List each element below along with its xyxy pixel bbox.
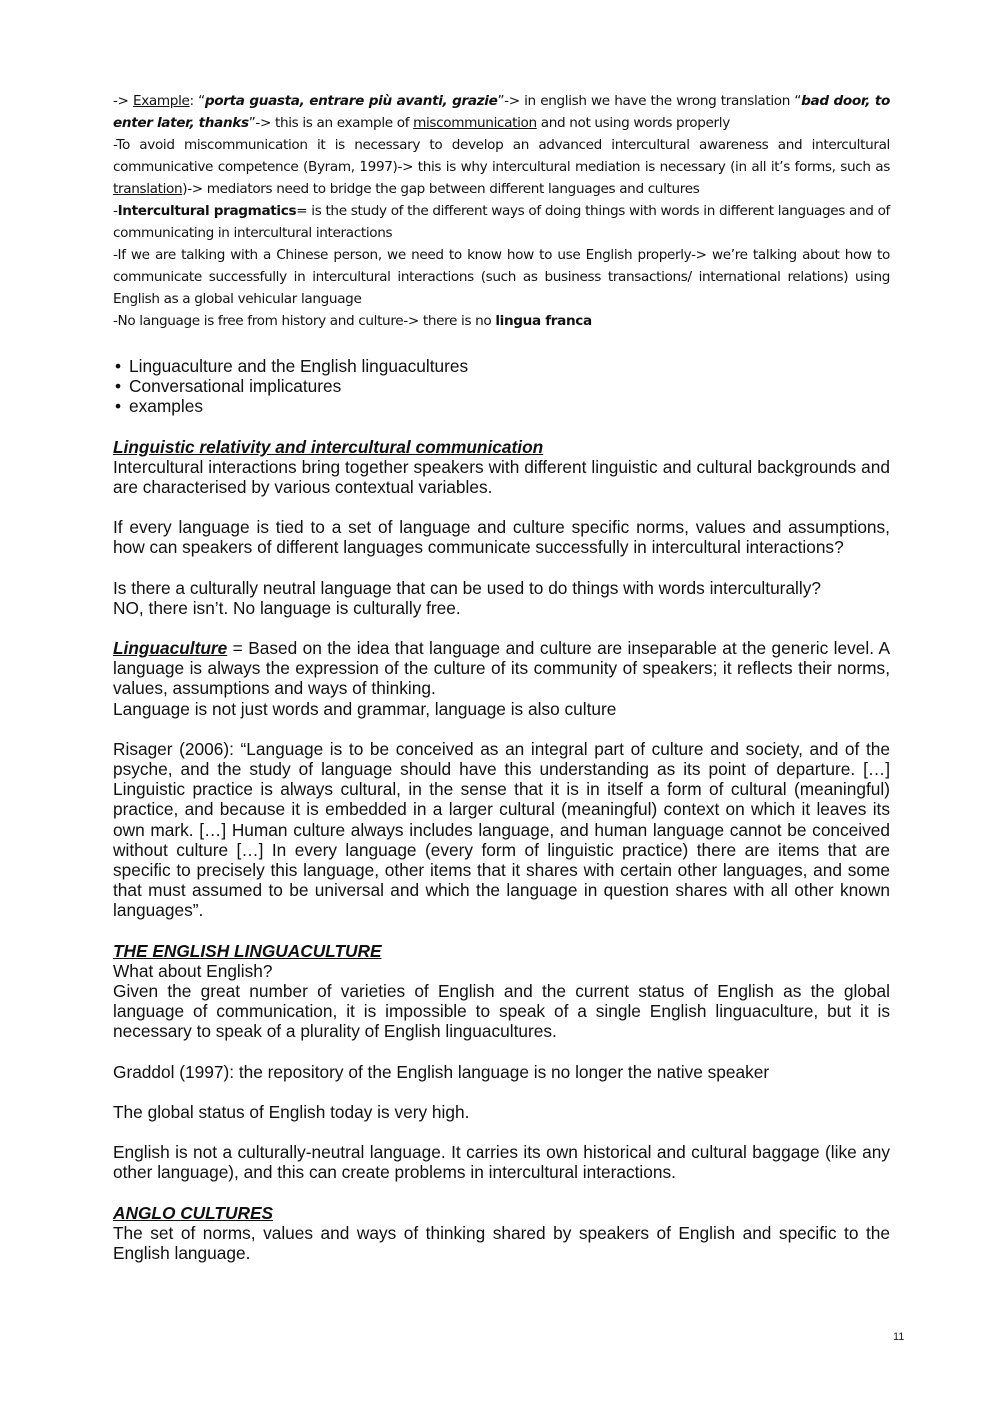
example-mid-text: ”-> in english we have the wrong translation “ — [497, 93, 802, 109]
linguaculture-term: Linguaculture — [113, 638, 228, 659]
list-item — [113, 356, 890, 376]
linguaculture-definition-text: = Based on the idea that language and culture are inseparable at the generic level. A language is always the expression of the culture of its community of speakers; it reflects their norms, values, assumptions and ways of thinking. — [113, 638, 890, 699]
list-item — [113, 376, 890, 396]
mediators-text: )-> mediators need to bridge the gap between different languages and cultures — [182, 181, 700, 197]
chinese-paragraph: -If we are talking with a Chinese person, we need to know how to use English properly-> we’re talking about how to communicate successfully in intercultural interactions (such as business transactions/ international relations) using English as a global vehicular language — [113, 247, 890, 307]
section-heading-anglo: ANGLO CULTURES — [113, 1202, 274, 1223]
anglo-paragraph-1: The set of norms, values and ways of thinking shared by speakers of English and specific to the English language. — [113, 1222, 890, 1263]
list-item-text: Conversational implicatures — [129, 376, 342, 397]
english-paragraph-4: English is not a culturally-neutral language. It carries its own historical and cultural baggage (like any other language), and this can create problems in intercultural interactions. — [113, 1142, 890, 1183]
bullet-icon: • — [115, 396, 122, 417]
bullet-icon: • — [115, 376, 122, 397]
pragmatics-definition: = is the study of the different ways of doing things with words in different languages and of communicating in intercultural interactions — [113, 203, 890, 241]
pragmatics-dash: - — [113, 203, 118, 219]
main-content — [113, 356, 890, 1263]
example-paragraph — [113, 90, 890, 134]
english-paragraph-1: Given the great number of varieties of English and the current status of English as the global language of communication, it is impossible to speak of a single English linguaculture, but it is necessary to speak of a plurality of English linguacultures. — [113, 981, 890, 1042]
relativity-question: Is there a culturally neutral language that can be used to do things with words interculturally? — [113, 577, 821, 598]
lingua-franca-paragraph — [113, 310, 890, 332]
miscommunication-term: miscommunication — [413, 115, 537, 131]
list-item-text: Linguaculture and the English linguacultures — [129, 356, 469, 376]
relativity-paragraph-2: If every language is tied to a set of language and culture specific norms, values and assumptions, how can speakers of different languages communicate successfully in intercultural interactions? — [113, 517, 890, 558]
section-heading-relativity: Linguistic relativity and intercultural communication — [113, 436, 544, 457]
section-heading-english: THE ENGLISH LINGUACULTURE — [113, 940, 382, 961]
risager-quote: Risager (2006): “Language is to be conceived as an integral part of culture and society, and of the psyche, and the study of language should have this understanding as its point of departure. […] Linguistic practice is always cultural, in the sense that it is in itself a form of cultural (meaningful) practice, and because it is embedded in a larger cultural (meaningful) context on which it leaves its own mark. […] Human culture always includes language, and human language cannot be conceived without culture […] In every language (every form of linguistic practice) there are items that are specific to precisely this language, other items that it shares with certain other languages, and some that must assumed to be universal and which the language in question shares with all other known languages”. — [113, 738, 890, 921]
linguaculture-line-2: Language is not just words and grammar, language is also culture — [113, 698, 617, 719]
bullet-icon: • — [115, 356, 122, 376]
linguaculture-definition — [113, 638, 890, 699]
miscommunication-text: -To avoid miscommunication it is necessary to develop an advanced intercultural awareness and intercultural communicative competence (Byram, 1997)-> this is why intercultural mediation is necessary (in all it’s forms, such as — [113, 137, 890, 175]
topic-bullet-list — [113, 356, 890, 417]
list-item-text: examples — [129, 396, 203, 417]
pragmatics-term: Intercultural pragmatics — [117, 203, 297, 219]
page-number: 11 — [893, 1331, 905, 1343]
example-label: Example — [133, 93, 190, 109]
example-colon: : “ — [189, 93, 205, 109]
notes-section — [113, 90, 890, 332]
translation-term: translation — [113, 181, 183, 197]
english-question: What about English? — [113, 960, 273, 981]
document-page — [113, 90, 890, 1263]
lingua-franca-text: -No language is free from history and culture-> there is no — [113, 313, 496, 329]
relativity-answer: NO, there isn’t. No language is culturally free. — [113, 597, 461, 618]
pragmatics-paragraph — [113, 200, 890, 244]
wrong-translation: bad door, to enter later, thanks — [113, 93, 890, 131]
miscommunication-paragraph — [113, 134, 890, 200]
english-paragraph-3: The global status of English today is very high. — [113, 1101, 470, 1122]
english-paragraph-2: Graddol (1997): the repository of the English language is no longer the native speaker — [113, 1061, 770, 1082]
lingua-franca-term: lingua franca — [495, 313, 592, 329]
arrow-prefix: -> — [113, 93, 133, 109]
italian-example: porta guasta, entrare più avanti, grazie — [204, 93, 498, 109]
example-after-text: ”-> this is an example of — [248, 115, 414, 131]
list-item — [113, 396, 890, 416]
example-end-text: and not using words properly — [536, 115, 730, 131]
relativity-paragraph-1: Intercultural interactions bring together speakers with different linguistic and cultural backgrounds and are characterised by various contextual variables. — [113, 456, 890, 498]
